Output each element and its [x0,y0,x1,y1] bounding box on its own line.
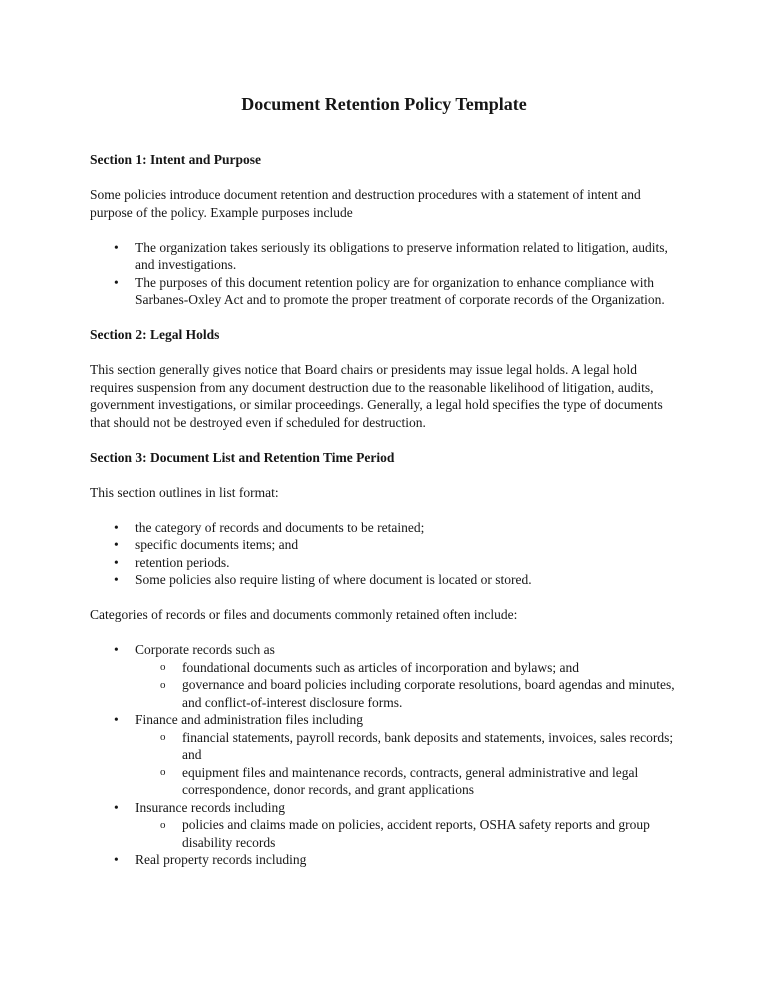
list-item [90,571,678,589]
sub-list-item [135,676,678,711]
list-item-text: Corporate records such as [135,642,275,657]
circle-bullet-icon: o [160,818,166,831]
bullet-icon: • [114,852,119,867]
list-item-text: retention periods. [135,554,230,570]
section-3-intro-paragraph: This section outlines in list format: [90,484,279,500]
section-1-heading: Section 1: Intent and Purpose [90,152,262,167]
section-2-body-paragraph: This section generally gives notice that Board chairs or presidents may issue legal holds. A legal hold requires suspension from any document destruction due to the reasonable likelihood of litigation, audits, government investigations, or similar proceedings. Generally, a legal hold specifies the type of documents that should not be destroyed even if scheduled for destruction. [90,362,663,430]
bullet-icon: • [114,712,119,727]
finance-files-sublist [135,729,678,799]
list-item-text: The organization takes seriously its obligations to preserve information related to litigation, audits, and investigations. [135,239,668,272]
list-item [90,519,678,537]
list-item-text: Insurance records including [135,799,285,815]
bullet-icon: • [114,239,119,255]
document-title: Document Retention Policy Template [241,94,527,114]
bullet-icon: • [114,572,119,587]
list-item-text: specific documents items; and [135,537,299,552]
bullet-icon: • [114,274,119,290]
list-item-text: governance and board policies including corporate resolutions, board agendas and minutes, and conflict-of-interest disclosure forms. [182,677,675,710]
list-item-text: foundational documents such as articles of incorporation and bylaws; and [182,659,580,675]
bullet-icon: • [114,537,119,552]
bullet-icon: • [114,519,119,535]
bullet-icon: • [114,799,119,815]
list-item-text: Finance and administration files including [135,712,363,727]
sub-list-item [135,729,678,764]
list-item-text: financial statements, payroll records, bank deposits and statements, invoices, sales records; and [182,729,674,762]
list-item-real-property-records [90,851,678,869]
list-item [90,274,678,309]
list-item [90,554,678,572]
bullet-icon: • [114,554,119,570]
sub-list-item [135,659,678,677]
list-item-finance-files [90,711,678,799]
list-item-insurance-records [90,799,678,852]
circle-bullet-icon: o [160,661,166,673]
circle-bullet-icon: o [160,731,166,743]
list-item-text: The purposes of this document retention policy are for organization to enhance compliance with Sarbanes-Oxley Act and to promote the proper treatment of corporate records of the Organization. [135,274,665,307]
categories-bullet-list [90,641,678,869]
list-item [90,536,678,554]
list-item-text: Real property records including [135,852,307,867]
sub-list-item [135,764,678,799]
list-item-corporate-records [90,641,678,711]
sub-list-item [135,816,678,851]
list-item-text: equipment files and maintenance records, contracts, general administrative and legal correspondence, donor records, and grant applications [182,764,639,797]
list-item-text: the category of records and documents to be retained; [135,519,425,535]
bullet-icon: • [114,642,119,657]
list-item [90,239,678,274]
section-3-format-bullet-list [90,519,678,589]
section-2-heading: Section 2: Legal Holds [90,327,220,342]
circle-bullet-icon: o [160,678,166,691]
section-1-bullet-list [90,239,678,309]
list-item-text: Some policies also require listing of where document is located or stored. [135,572,532,587]
circle-bullet-icon: o [160,766,166,778]
list-item-text: policies and claims made on policies, accident reports, OSHA safety reports and group disability records [182,817,650,850]
section-1-intro-paragraph: Some policies introduce document retention and destruction procedures with a statement of intent and purpose of the policy. Example purposes include [90,187,641,220]
corporate-records-sublist [135,659,678,712]
categories-intro-paragraph: Categories of records or files and documents commonly retained often include: [90,607,518,622]
section-3-heading: Section 3: Document List and Retention Time Period [90,449,395,465]
insurance-records-sublist [135,816,678,851]
